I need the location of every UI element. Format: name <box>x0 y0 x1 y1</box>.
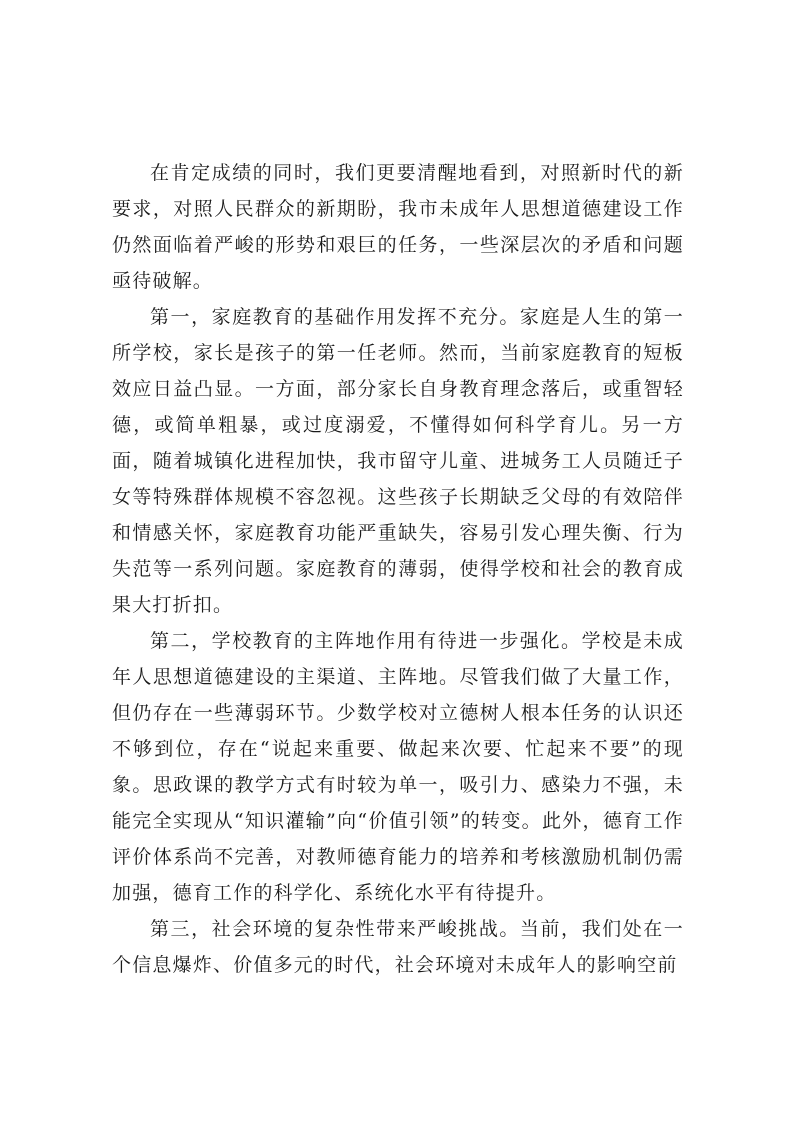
paragraph-family-education: 第一，家庭教育的基础作用发挥不充分。家庭是人生的第一所学校，家长是孩子的第一任老师。然而，当前家庭教育的短板效应日益凸显。一方面，部分家长自身教育理念落后，或重智轻德，或简单粗暴，或过度溺爱，不懂得如何科学育儿。另一方面，随着城镇化进程加快，我市留守儿童、进城务工人员随迁子女等特殊群体规模不容忽视。这些孩子长期缺乏父母的有效陪伴和情感关怀，家庭教育功能严重缺失，容易引发心理失衡、行为失范等一系列问题。家庭教育的薄弱，使得学校和社会的教育成果大打折扣。 <box>112 306 684 616</box>
paragraph-intro: 在肯定成绩的同时，我们更要清醒地看到，对照新时代的新要求，对照人民群众的新期盼，我市未成年人思想道德建设工作仍然面临着严峻的形势和艰巨的任务，一些深层次的矛盾和问题亟待破解。 <box>112 162 684 292</box>
document-body <box>112 155 684 983</box>
paragraph-social-environment: 第三，社会环境的复杂性带来严峻挑战。当前，我们处在一个信息爆炸、价值多元的时代，社会环境对未成年人的影响空前 <box>112 918 684 976</box>
paragraph-school-education: 第二，学校教育的主阵地作用有待进一步强化。学校是未成年人思想道德建设的主渠道、主阵地。尽管我们做了大量工作，但仍存在一些薄弱环节。少数学校对立德树人根本任务的认识还不够到位，存在“说起来重要、做起来次要、忙起来不要”的现象。思政课的教学方式有时较为单一，吸引力、感染力不强，未能完全实现从“知识灌输”向“价值引领”的转变。此外，德育工作评价体系尚不完善，对教师德育能力的培养和考核激励机制仍需加强，德育工作的科学化、系统化水平有待提升。 <box>112 630 684 904</box>
